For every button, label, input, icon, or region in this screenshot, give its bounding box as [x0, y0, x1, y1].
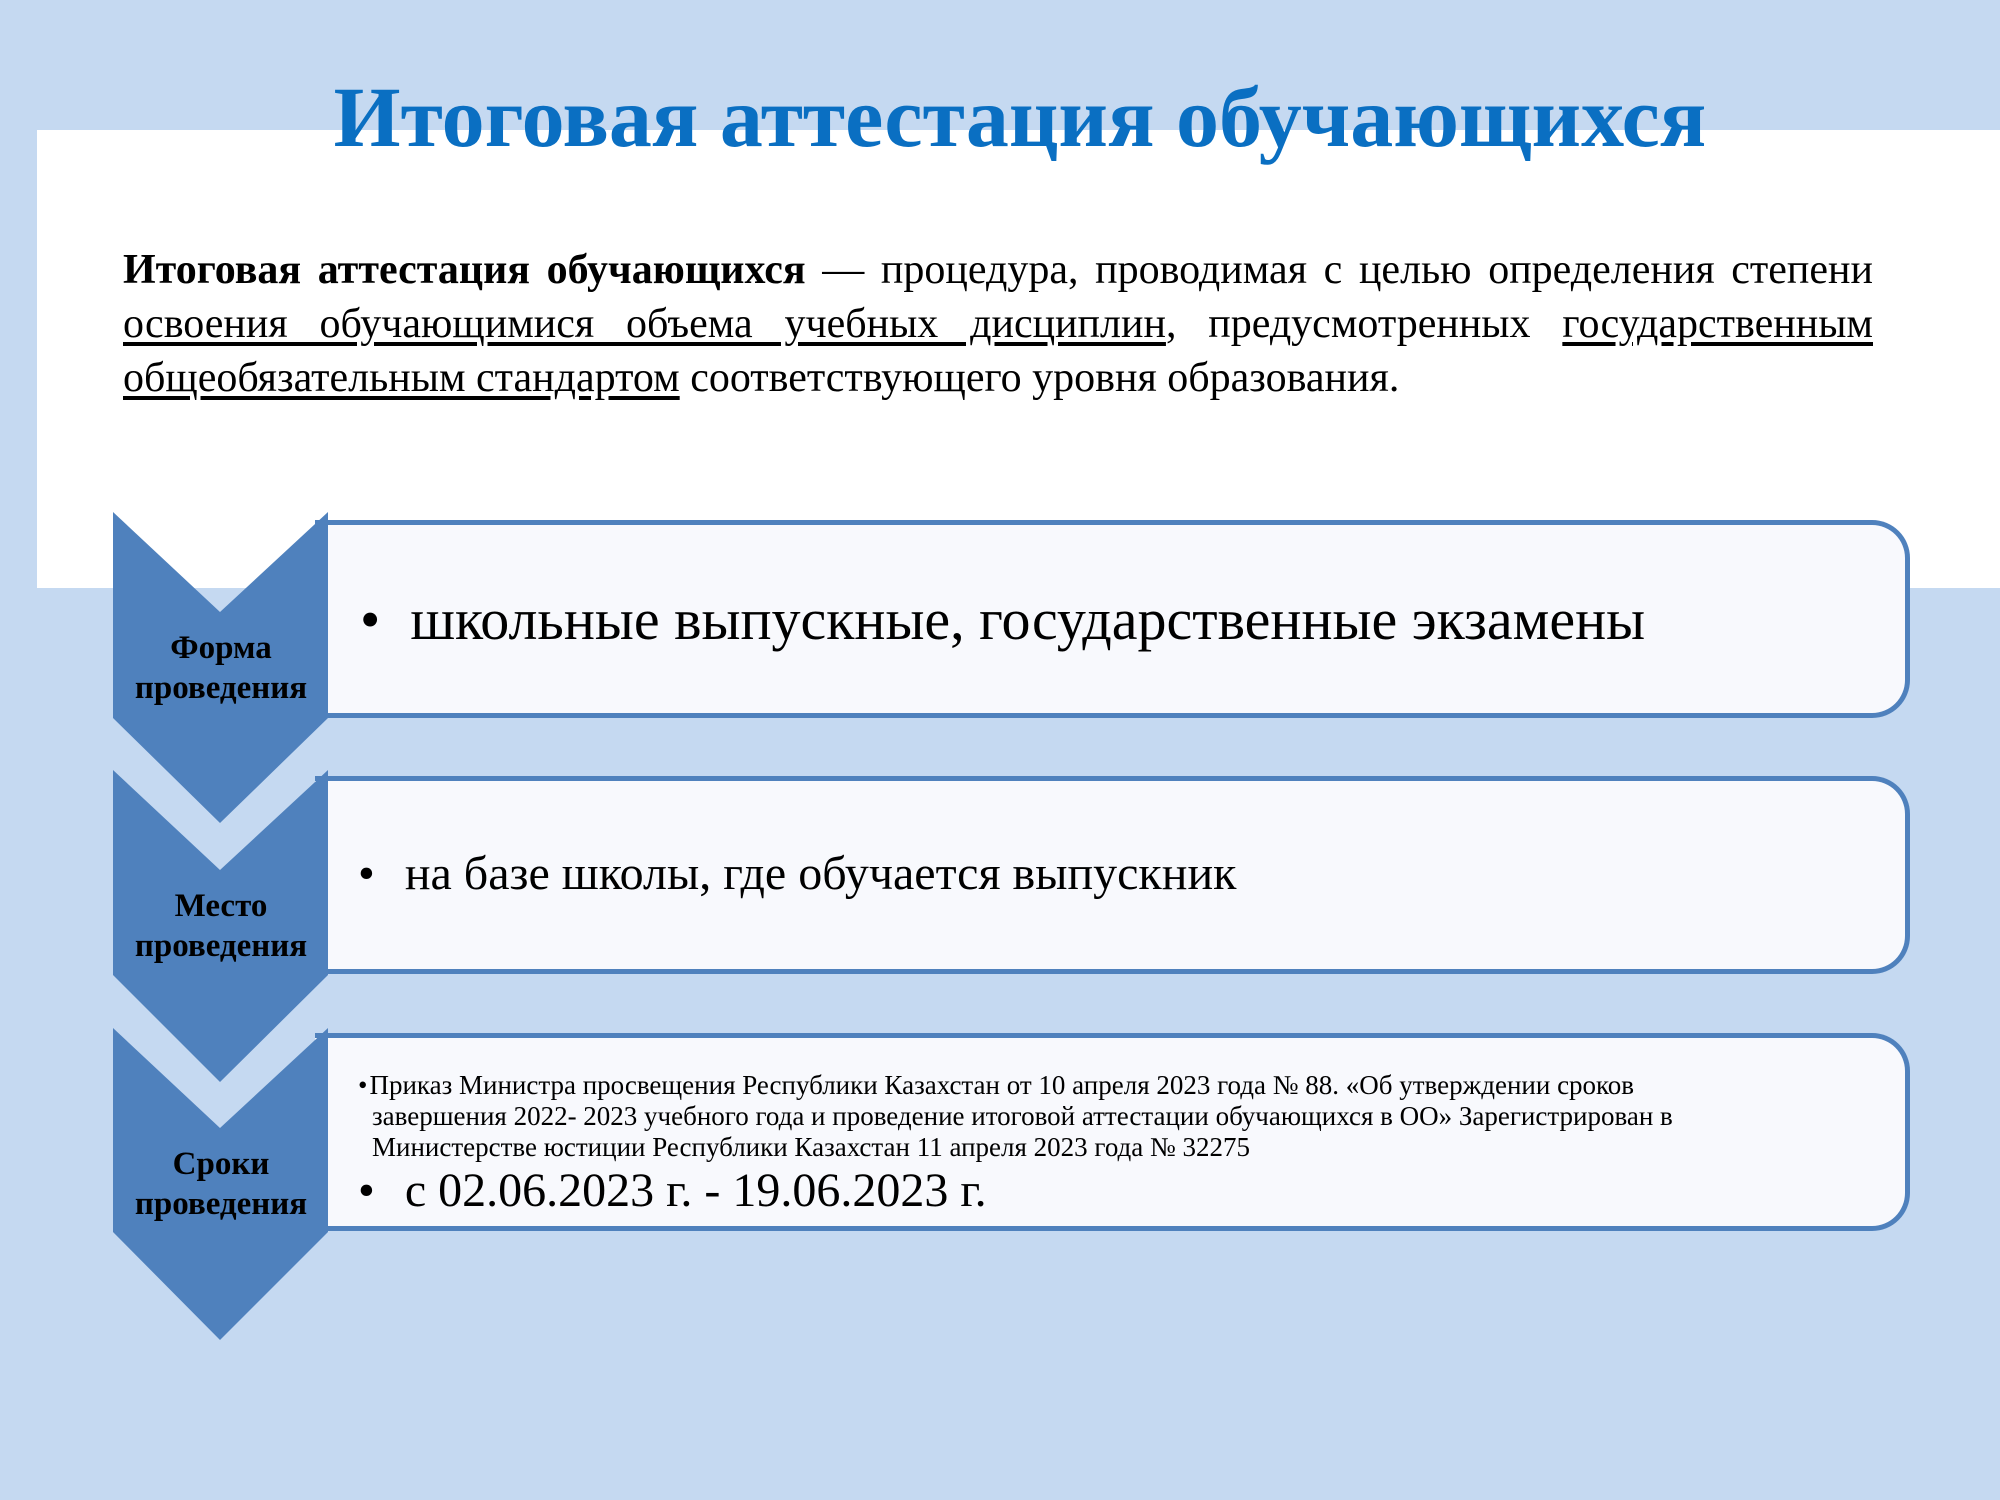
step-form-item	[360, 587, 1645, 653]
step-place-text: на базе школы, где обучается выпускник	[404, 847, 1237, 900]
definition-term: Итоговая аттестация обучающихся	[123, 247, 806, 293]
definition-underline-2: государственным общеобязательным стандартом	[123, 301, 1873, 401]
step-label-form	[116, 628, 326, 708]
step-label-place	[116, 886, 326, 966]
order-line-2: завершения 2022- 2023 учебного года и проведение итоговой аттестации обучающихся в ОО» Зарегистрирован в	[372, 1101, 1673, 1131]
bullet-icon: •	[358, 1164, 375, 1217]
step-label-form-line2: проведения	[134, 670, 308, 706]
bullet-icon: •	[358, 847, 375, 900]
order-text-1: Приказ Министра просвещения Республики Казахстан от 10 апреля 2023 года № 88. «Об утверждении сроков	[369, 1070, 1635, 1100]
order-line-3: Министерстве юстиции Республики Казахстан 11 апреля 2023 года № 32275	[372, 1132, 1251, 1162]
step-label-dates	[116, 1144, 326, 1224]
step-dates-text: с 02.06.2023 г. - 19.06.2023 г.	[404, 1164, 987, 1217]
slide-title: Итоговая аттестация обучающихся	[333, 69, 1707, 165]
step-label-place-line2: проведения	[134, 928, 308, 964]
step-label-form-line1: Форма	[170, 630, 272, 666]
definition-text-2: , предусмотренных	[1165, 301, 1563, 347]
step-label-place-line1: Место	[174, 888, 268, 924]
step-label-dates-line1: Сроки	[172, 1146, 270, 1182]
definition-text-1: процедура, проводимая с целью определения степени	[880, 247, 1873, 293]
definition-underline-1: освоения обучающимися объема учебных дисциплин	[123, 301, 1166, 347]
step-place-item	[358, 846, 1236, 902]
step-form-text: школьные выпускные, государственные экзамены	[410, 587, 1646, 652]
order-line-1	[358, 1070, 1868, 1101]
definition-text-3: соответствующего уровня образования.	[679, 355, 1400, 401]
bullet-icon: •	[358, 1070, 368, 1100]
bullet-icon: •	[360, 587, 381, 652]
definition-dash: —	[805, 247, 881, 293]
step-label-dates-line2: проведения	[134, 1186, 308, 1222]
order-reference	[358, 1070, 1868, 1163]
step-dates-item	[358, 1163, 987, 1219]
